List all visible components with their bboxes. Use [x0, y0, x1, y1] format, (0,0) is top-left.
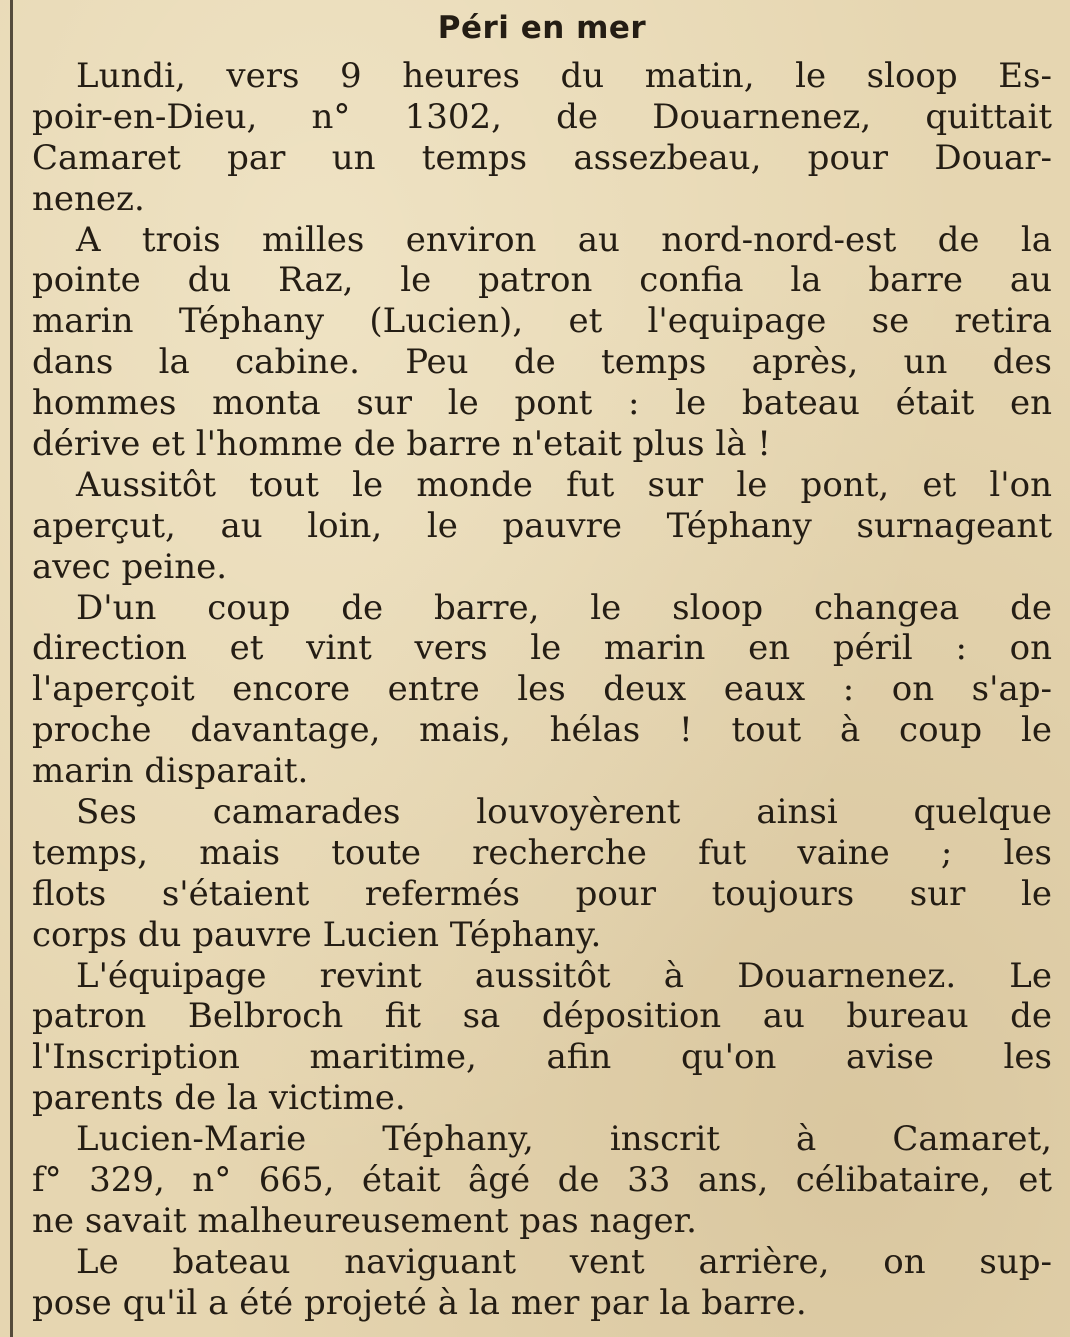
text-line: dans la cabine. Peu de temps après, un des	[32, 342, 1052, 383]
paragraph	[32, 1242, 1052, 1324]
text-line: l'Inscription maritime, afin qu'on avise les	[32, 1037, 1052, 1078]
text-line: l'aperçoit encore entre les deux eaux : on s'ap-	[32, 669, 1052, 710]
text-line: patron Belbroch fit sa déposition au bureau de	[32, 996, 1052, 1037]
text-line: L'équipage revint aussitôt à Douarnenez. Le	[76, 955, 1052, 996]
paragraph	[32, 956, 1052, 1120]
text-line: temps, mais toute recherche fut vaine ; les	[32, 832, 1052, 873]
text-line: Camaret par un temps assezbeau, pour Douar-	[32, 137, 1052, 178]
text-line: aperçut, au loin, le pauvre Téphany surnageant	[32, 505, 1052, 546]
article	[32, 6, 1052, 1324]
text-line: ne savait malheureusement pas nager.	[32, 1200, 697, 1241]
text-line: dérive et l'homme de barre n'etait plus là !	[32, 424, 771, 465]
paragraph	[32, 465, 1052, 588]
text-line: proche davantage, mais, hélas ! tout à coup le	[32, 710, 1052, 751]
text-line: Aussitôt tout le monde fut sur le pont, et l'on	[76, 464, 1052, 505]
text-line: marin disparait.	[32, 751, 309, 792]
paragraph	[32, 220, 1052, 465]
text-line: nenez.	[32, 178, 145, 219]
text-line: parents de la victime.	[32, 1078, 406, 1119]
article-body	[32, 56, 1052, 1324]
text-line: flots s'étaient refermés pour toujours sur le	[32, 873, 1052, 914]
text-line: pose qu'il a été projeté à la mer par la barre.	[32, 1282, 807, 1323]
paragraph	[32, 1119, 1052, 1242]
text-line: A trois milles environ au nord-nord-est de la	[76, 219, 1052, 260]
text-line: Ses camarades louvoyèrent ainsi quelque	[76, 792, 1052, 833]
paragraph	[32, 56, 1052, 220]
text-line: f° 329, n° 665, était âgé de 33 ans, célibataire, et	[32, 1160, 1052, 1201]
text-line: marin Téphany (Lucien), et l'equipage se retira	[32, 301, 1052, 342]
text-line: corps du pauvre Lucien Téphany.	[32, 914, 602, 955]
text-line: Le bateau naviguant vent arrière, on sup-	[76, 1241, 1052, 1282]
text-line: direction et vint vers le marin en péril : on	[32, 628, 1052, 669]
column-rule	[10, 0, 13, 1337]
text-line: hommes monta sur le pont : le bateau était en	[32, 383, 1052, 424]
text-line: Lucien-Marie Téphany, inscrit à Camaret,	[76, 1119, 1052, 1160]
text-line: pointe du Raz, le patron confia la barre au	[32, 260, 1052, 301]
paragraph	[32, 588, 1052, 792]
text-line: Lundi, vers 9 heures du matin, le sloop Es-	[76, 56, 1052, 96]
article-title: Péri en mer	[437, 10, 647, 46]
text-line: poir-en-Dieu, n° 1302, de Douarnenez, quittait	[32, 96, 1052, 137]
text-line: avec peine.	[32, 546, 228, 587]
text-line: D'un coup de barre, le sloop changea de	[76, 587, 1052, 628]
paragraph	[32, 792, 1052, 956]
